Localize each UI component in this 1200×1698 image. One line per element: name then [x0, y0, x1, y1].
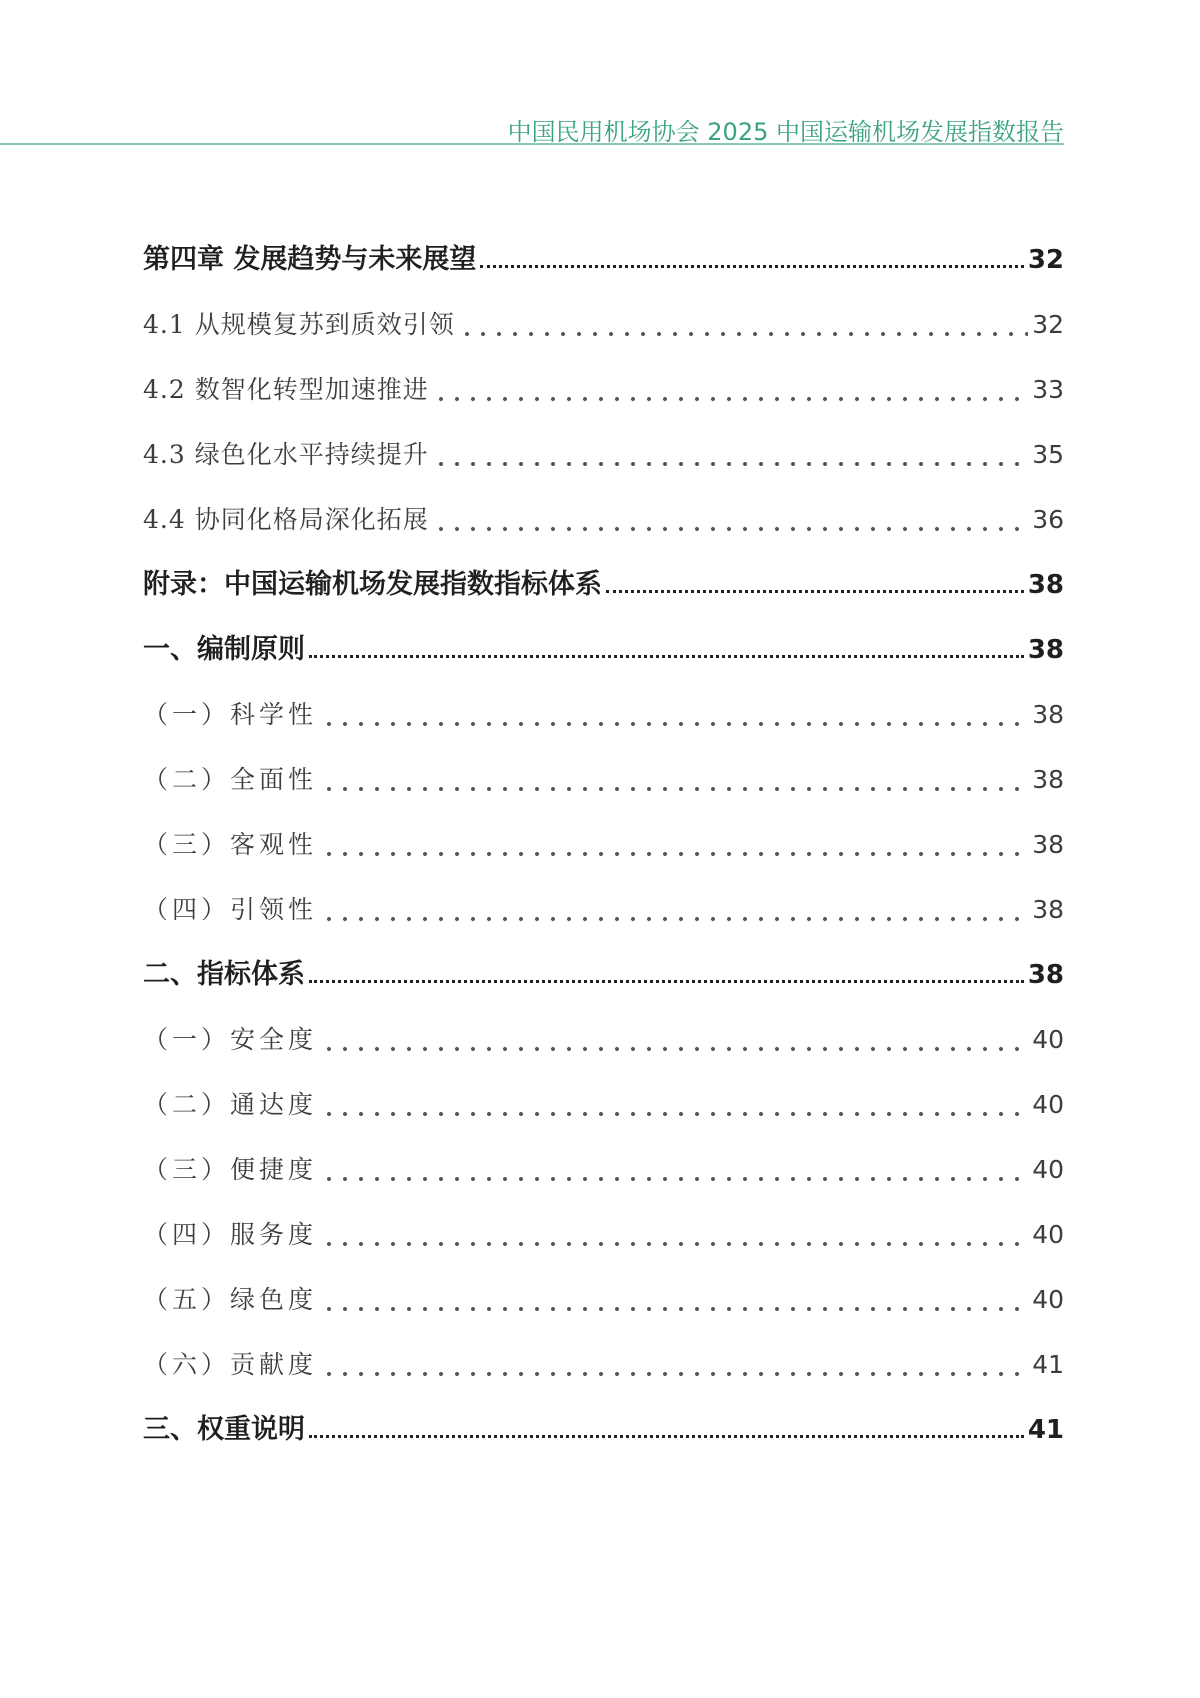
page-header — [0, 0, 1064, 145]
toc-entry-label: 二、指标体系 — [143, 959, 305, 990]
toc-entry-4-2[interactable] — [143, 370, 1064, 410]
toc-entry-label: （二）全面性 — [143, 765, 318, 794]
toc-entry-2-1[interactable] — [143, 1020, 1064, 1060]
toc-entry-section-2[interactable] — [143, 955, 1064, 995]
toc-entry-2-5[interactable] — [143, 1280, 1064, 1320]
toc-entry-page: 38 — [1027, 960, 1064, 990]
toc-leader-dots — [459, 332, 1028, 336]
toc-entry-label: 三、权重说明 — [143, 1414, 305, 1445]
toc-entry-section-3[interactable] — [143, 1410, 1064, 1450]
toc-leader-dots — [321, 722, 1028, 726]
toc-leader-dots — [433, 462, 1028, 466]
header-title: 中国民用机场协会 2025 中国运输机场发展指数报告 — [507, 118, 1064, 146]
toc-entry-2-3[interactable] — [143, 1150, 1064, 1190]
toc-leader-dots — [480, 265, 1023, 268]
toc-entry-page: 41 — [1032, 1350, 1064, 1379]
toc-leader-dots — [321, 1307, 1028, 1311]
toc-entry-2-4[interactable] — [143, 1215, 1064, 1255]
toc-leader-dots — [433, 397, 1028, 401]
toc-entry-label: 一、编制原则 — [143, 634, 305, 665]
toc-entry-page: 40 — [1032, 1155, 1064, 1184]
toc-entry-label: （六）贡献度 — [143, 1350, 318, 1379]
toc-entry-label: （五）绿色度 — [143, 1285, 318, 1314]
toc-entry-2-2[interactable] — [143, 1085, 1064, 1125]
toc-leader-dots — [321, 787, 1028, 791]
toc-entry-label: 4.4 协同化格局深化拓展 — [143, 505, 429, 534]
toc-leader-dots — [321, 1177, 1028, 1181]
toc-entry-page: 32 — [1032, 310, 1064, 339]
toc-leader-dots — [321, 1372, 1028, 1376]
toc-entry-4-3[interactable] — [143, 435, 1064, 475]
toc-entry-page: 38 — [1032, 895, 1064, 924]
toc-entry-page: 38 — [1027, 635, 1064, 665]
toc-entry-page: 33 — [1032, 375, 1064, 404]
toc-entry-label: （四）引领性 — [143, 895, 318, 924]
toc-entry-label: 附录：中国运输机场发展指数指标体系 — [143, 569, 602, 600]
toc-leader-dots — [321, 1242, 1028, 1246]
toc-entry-page: 38 — [1032, 765, 1064, 794]
toc-leader-dots — [321, 917, 1028, 921]
toc-entry-label: 4.2 数智化转型加速推进 — [143, 375, 429, 404]
toc-entry-label: （一）安全度 — [143, 1025, 318, 1054]
toc-entry-2-6[interactable] — [143, 1345, 1064, 1385]
toc-entry-label: （三）便捷度 — [143, 1155, 318, 1184]
toc-leader-dots — [321, 1047, 1028, 1051]
toc-entry-section-1[interactable] — [143, 630, 1064, 670]
toc-entry-page: 32 — [1027, 245, 1064, 275]
toc-entry-label: 4.3 绿色化水平持续提升 — [143, 440, 429, 469]
toc-leader-dots — [433, 527, 1028, 531]
toc-entry-label: （二）通达度 — [143, 1090, 318, 1119]
toc-entry-1-3[interactable] — [143, 825, 1064, 865]
toc-leader-dots — [606, 590, 1024, 593]
toc-entry-page: 35 — [1032, 440, 1064, 469]
toc-entry-label: （一）科学性 — [143, 700, 318, 729]
toc-leader-dots — [321, 852, 1028, 856]
toc-entry-page: 38 — [1032, 700, 1064, 729]
toc-entry-1-1[interactable] — [143, 695, 1064, 735]
toc-leader-dots — [309, 655, 1024, 658]
toc-entry-page: 38 — [1032, 830, 1064, 859]
toc-entry-page: 40 — [1032, 1220, 1064, 1249]
toc-entry-1-2[interactable] — [143, 760, 1064, 800]
toc-entry-appendix[interactable] — [143, 565, 1064, 605]
toc-entry-page: 36 — [1032, 505, 1064, 534]
toc-entry-label: （三）客观性 — [143, 830, 318, 859]
toc-leader-dots — [309, 1435, 1024, 1438]
toc-entry-page: 40 — [1032, 1090, 1064, 1119]
toc-entry-4-1[interactable] — [143, 305, 1064, 345]
toc-entry-page: 40 — [1032, 1285, 1064, 1314]
toc-entry-label: 第四章 发展趋势与未来展望 — [143, 244, 477, 275]
toc-entry-page: 38 — [1027, 570, 1064, 600]
toc-leader-dots — [321, 1112, 1028, 1116]
toc-entry-label: 4.1 从规模复苏到质效引领 — [143, 310, 455, 339]
toc-leader-dots — [309, 980, 1024, 983]
toc-entry-chapter-4[interactable] — [143, 240, 1064, 280]
toc-entry-label: （四）服务度 — [143, 1220, 318, 1249]
toc-entry-page: 41 — [1027, 1415, 1064, 1445]
toc-entry-page: 40 — [1032, 1025, 1064, 1054]
toc-entry-4-4[interactable] — [143, 500, 1064, 540]
toc-entry-1-4[interactable] — [143, 890, 1064, 930]
